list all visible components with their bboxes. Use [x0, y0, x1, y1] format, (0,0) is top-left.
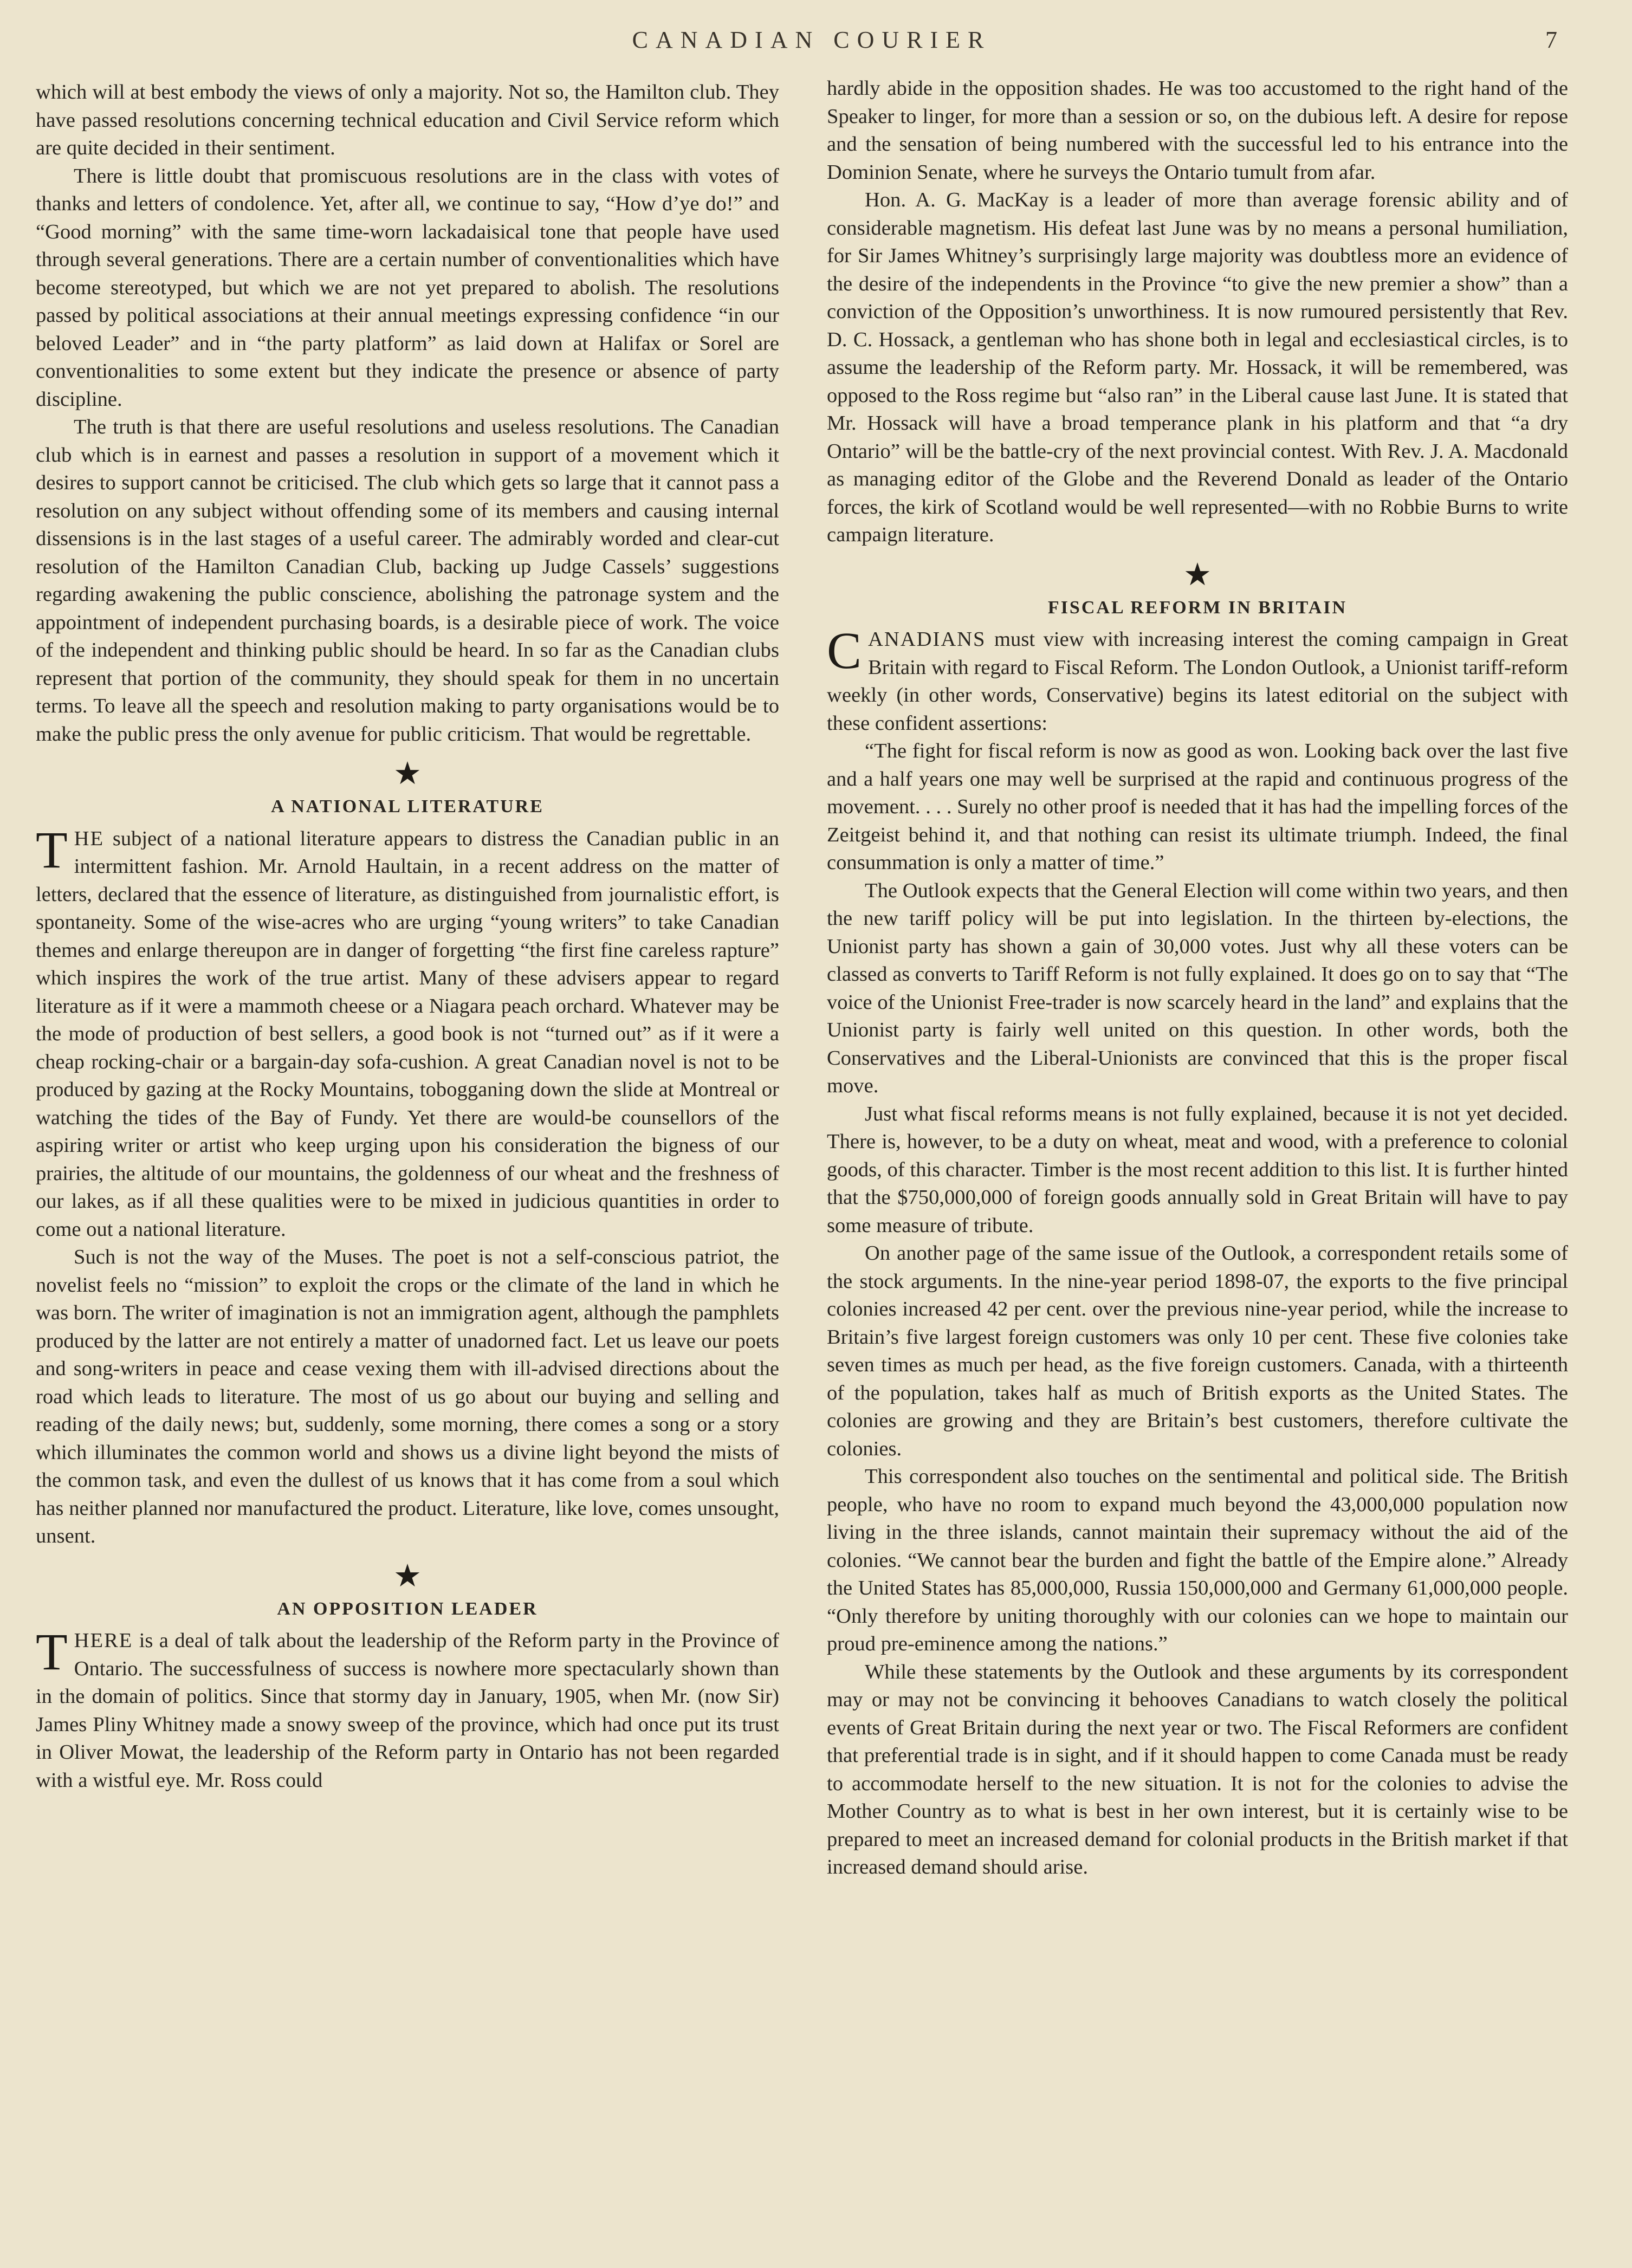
paragraph: Hon. A. G. MacKay is a leader of more than average forensic ability and of considerable magnetism. His defeat last June was by no means a personal humiliation, for Sir James Whitney’s surprisingly large majority was doubtless more an evidence of the desire of the independents in the Province “to give the new premier a show” than a conviction of the Opposition’s unworthiness. It is now rumoured persistently that Rev. D. C. Hossack, a gentleman who has shone both in legal and ecclesiastical circles, is to assume the leadership of the Reform party. Mr. Hossack, it will be remembered, was opposed to the Ross regime but “also ran” in the Liberal cause last June. It is stated that Mr. Hossack will have a broad temperance plank in his platform and that “a dry Ontario” will be the battle-cry of the next provincial contest. With Rev. J. A. Macdonald as managing editor of the Globe and the Reverend Donald as leader of the Ontario forces, the kirk of Scotland would be well represented—with no Robbie Burns to write campaign literature.: [827, 189, 1568, 546]
paragraph-text: is a deal of talk about the leadership of the Reform party in the Province of Ontario. The successfulness of success is nowhere more spectacularly shown than in the domain of politics. Since that stormy day in January, 1905, when Mr. (now Sir) James Pliny Whitney made a snowy sweep of the province, which had once put its trust in Oliver Mowat, the leadership of the Reform party in Ontario has not been regarded with a wistful eye. Mr. Ross could: [36, 1629, 779, 1792]
paragraph: [36, 820, 779, 1244]
paragraph: which will at best embody the views of only a majority. Not so, the Hamilton club. They have passed resolutions concerning technical education and Civil Service reform which are quite decided in their sentiment.: [36, 81, 779, 159]
paragraph: This correspondent also touches on the sentimental and political side. The British people, who have no room to expand much beyond the 43,000,000 population now living in the three islands, cannot maintain their supremacy without the aid of the colonies. “We cannot bear the burden and fight the battle of the Empire alone.” Already the United States has 85,000,000, Russia 150,000,000 and Germany 61,000,000 people. “Only therefore by uniting thoroughly with our colonies can we hope to maintain our proud pre-eminence among the nations.”: [827, 1465, 1568, 1655]
running-head: [0, 26, 1632, 59]
paragraph: The truth is that there are useful resolutions and useless resolutions. The Canadian club which is in earnest and passes a resolution in support of a movement which it desires to support cannot be criticised. The club which gets so large that it cannot pass a resolution on any subject without offending some of its members and causing internal dissensions is in the last stages of a useful career. The admirably worded and clear-cut resolution of the Hamilton Canadian Club, backing up Judge Cassels’ suggestions regarding awakening the public conscience, abolishing the patronage system and the appointment of independent purchasing boards, is a desirable piece of work. The voice of the independent and thinking public should be heard. In so far as the Canadian clubs represent that portion of the community, they should speak for them in no uncertain terms. To leave all the speech and resolution making to party organisations would be to make the public press the only avenue for public criticism. That would be regrettable.: [36, 416, 779, 746]
paragraph: While these statements by the Outlook and these arguments by its correspondent may or may not be convincing it behooves Canadians to watch closely the political events of Great Britain during the next year or two. The Fiscal Reformers are confident that preferential trade is in sight, and if it should happen to come Canada must be ready to accommodate herself to the new situation. It is not for the colonies to advise the Mother Country as to what is best in her own interest, but it is certainly wise to be prepared to meet an increased demand for colonial products in the British market if that increased demand should arise.: [827, 1660, 1568, 1878]
paragraph: The Outlook expects that the General Election will come within two years, and then the new tariff policy will be put into legislation. In the thirteen by-elections, the Unionist party has shown a gain of 30,000 votes. Just why all these voters can be classed as converts to Tariff Reform is not fully explained. It does go on to say that “The voice of the Unionist Free-trader is now scarcely heard in the land” and explains that the Unionist party is fairly well united on this question. In other words, both the Conservatives and the Liberal-Unionists are convinced that this is the proper fiscal move.: [827, 879, 1568, 1097]
paragraph: Just what fiscal reforms means is not fully explained, because it is not yet decided. There is, however, to be a duty on wheat, meat and wood, with a preference to colonial goods, of this character. Timber is the most recent addition to this list. It is further hinted that the $750,000,000 of foreign goods annually sold in Great Britain will have to pay some measure of tribute.: [827, 1102, 1568, 1237]
paragraph: [827, 621, 1568, 737]
paragraph: There is little doubt that promiscuous resolutions are in the class with votes of thanks and letters of condolence. Yet, after all, we continue to say, “How d’ye do!” and “Good morning” with the same time-worn lackadaisical tone that people have used through several generations. There are a certain number of conventionalities which have become stereotyped, but which we are not yet prepared to abolish. The resolutions passed by political associations at their annual meetings expressing confidence “in our beloved Leader” and in “the party platform” as laid down at Halifax or Sorel are conventionalities to some extent but they indicate the presence or absence of party discipline.: [36, 164, 779, 411]
paragraph: On another page of the same issue of the Outlook, a correspondent retails some of the stock arguments. In the nine-year period 1898-07, the exports to the five principal colonies increased 42 per cent. over the previous nine-year period, while the increase to Britain’s five largest foreign customers was only 10 per cent. These five colonies take seven times as much per head, as the five foreign customers. Canada, with a thirteenth of the population, takes half as much of British exports as the United States. The colonies are growing and they are Britain’s best customers, therefore cultivate the colonies.: [827, 1242, 1568, 1460]
section-heading: FISCAL REFORM IN BRITAIN: [1047, 597, 1348, 618]
paragraph-text: must view with increasing interest the coming campaign in Great Britain with regard to Fiscal Reform. The London Outlook, a Unionist tariff-reform weekly (in other words, Conservative) begins its latest editorial on the subject with these confident assertions:: [827, 628, 1568, 735]
star-ornament: ★: [1183, 556, 1212, 592]
section-heading: AN OPPOSITION LEADER: [277, 1598, 538, 1619]
block-quote: “The fight for fiscal reform is now as good as won. Looking back over the last five and a half years one may well be surprised at the rapid and continuous progress of the movement. . . . Surely no other proof is needed that it has had the impelling forces of the Zeitgeist behind it, and that nothing can resist its ultimate triumph. Indeed, the final consummation is only a matter of time.”: [827, 740, 1568, 874]
drop-cap: T: [36, 1623, 68, 1681]
right-column: [827, 75, 1568, 1882]
drop-cap: T: [36, 820, 68, 879]
paragraph-text: subject of a national literature appears to distress the Canadian public in an intermittent fashion. Mr. Arnold Haultain, in a recent address on the matter of letters, declared that the essence of literature, as distinguished from journalistic effort, is spontaneity. Some of the wise-acres who are urging “young writers” to take Canadian themes and enlarge thereupon are in danger of forgetting “the first fine careless rapture” which inspires the work of the true artist. Many of these advisers appear to regard literature as if it were a mammoth cheese or a Niagara peach orchard. Whatever may be the mode of production of best sellers, a good book is not “turned out” as if it were a cheap rocking-chair or a bargain-day sofa-cushion. A great Canadian novel is not to be produced by gazing at the Rocky Mountains, tobogganing down the slide at Montreal or watching the tides of the Bay of Fundy. Yet there are would-be counsellors of the aspiring writer or artist who keep urging upon his consideration the bigness of our prairies, the altitude of our mountains, the goldenness of our wheat and the freshness of our lakes, as if all these qualities were to be mixed in judicious quantities in order to come out a national literature.: [36, 827, 779, 1241]
star-ornament: ★: [393, 1558, 422, 1593]
lead-word: ANADIANS: [868, 628, 986, 651]
page-number: 7: [1545, 27, 1557, 53]
star-ornament: ★: [393, 756, 422, 791]
drop-cap: C: [827, 621, 862, 679]
lead-word: HERE: [74, 1629, 133, 1652]
paragraph: Such is not the way of the Muses. The poet is not a self-conscious patriot, the novelist feels no “mission” to exploit the crops or the climate of the land in which he was born. The writer of imagination is not an immigration agent, although the pamphlets produced by the latter are not entirely a matter of unadorned fact. Let us leave our poets and song-writers in peace and cease vexing them with ill-advised directions about the road which leads to literature. The most of us go about our buying and selling and reading of the daily news; but, suddenly, some morning, there comes a song or a story which illuminates the common world and shows us a divine light beyond the mists of the common task, and even the dullest of us knows that it has come from a soul which has neither planned nor manufactured the product. Literature, like love, comes unsought, unsent.: [36, 1246, 779, 1547]
left-column: [36, 79, 779, 1794]
running-title: CANADIAN COURIER: [632, 27, 992, 53]
paragraph: [36, 1623, 779, 1794]
lead-word: HE: [74, 827, 105, 850]
section-heading: A NATIONAL LITERATURE: [271, 796, 544, 817]
paragraph: hardly abide in the opposition shades. He was too accustomed to the right hand of the Speaker to linger, for more than a session or so, on the dubious left. A desire for repose and the sensation of being numbered with the successful led to his entrance into the Dominion Senate, where he surveys the Ontario tumult from afar.: [827, 77, 1568, 184]
